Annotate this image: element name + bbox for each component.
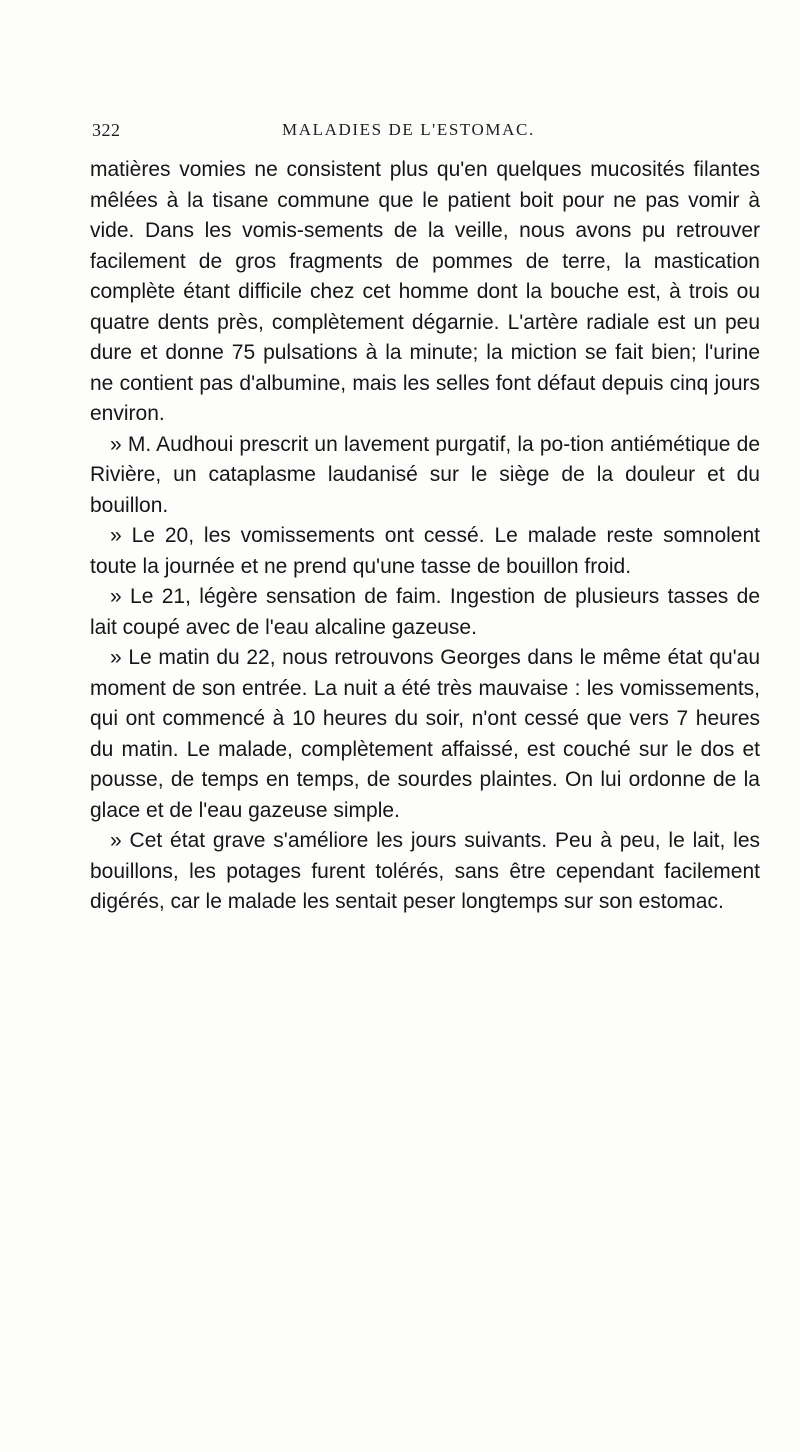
paragraph-prescription: » M. Audhoui prescrit un lavement purgatif, la po-tion antiémétique de Rivière, un cataplasme laudanisé sur le siège de la douleur et du bouillon.: [90, 432, 760, 517]
page-header: [92, 120, 762, 150]
paragraph-day-21: » Le 21, légère sensation de faim. Ingestion de plusieurs tasses de lait coupé avec de l'eau alcaline gazeuse.: [90, 585, 760, 639]
paragraph-following-days: » Cet état grave s'améliore les jours suivants. Peu à peu, le lait, les bouillons, les potages furent tolérés, sans être cependant facilement digérés, car le malade les sentait peser longtemps sur son estomac.: [90, 829, 760, 913]
paragraph-day-22: » Le matin du 22, nous retrouvons Georges dans le même état qu'au moment de son entrée. La nuit a été très mauvaise : les vomissements, qui ont commencé à 10 heures du soir, n'ont cessé que vers 7 heures du matin. Le malade, complètement affaissé, est couché sur le dos et pousse, de temps en temps, de sourdes plaintes. On lui ordonne de la glace et de l'eau gazeuse simple.: [90, 646, 760, 822]
paragraph-day-20: » Le 20, les vomissements ont cessé. Le malade reste somnolent toute la journée et ne prend qu'une tasse de bouillon froid.: [90, 524, 760, 578]
paragraph-continuation: matières vomies ne consistent plus qu'en quelques mucosités filantes mêlées à la tisane commune que le patient boit pour ne pas vomir à vide. Dans les vomis-sements de la veille, nous avons pu retrouver facilement de gros fragments de pommes de terre, la mastication complète étant difficile chez cet homme dont la bouche est, à trois ou quatre dents près, complètement dégarnie. L'artère radiale est un peu dure et donne 75 pulsations à la minute; la miction se fait bien; l'urine ne contient pas d'albumine, mais les selles font défaut depuis cinq jours environ.: [90, 158, 760, 425]
body-text: [90, 155, 760, 918]
page-number: 322: [92, 120, 121, 140]
running-head: MALADIES DE L'ESTOMAC.: [282, 120, 535, 139]
